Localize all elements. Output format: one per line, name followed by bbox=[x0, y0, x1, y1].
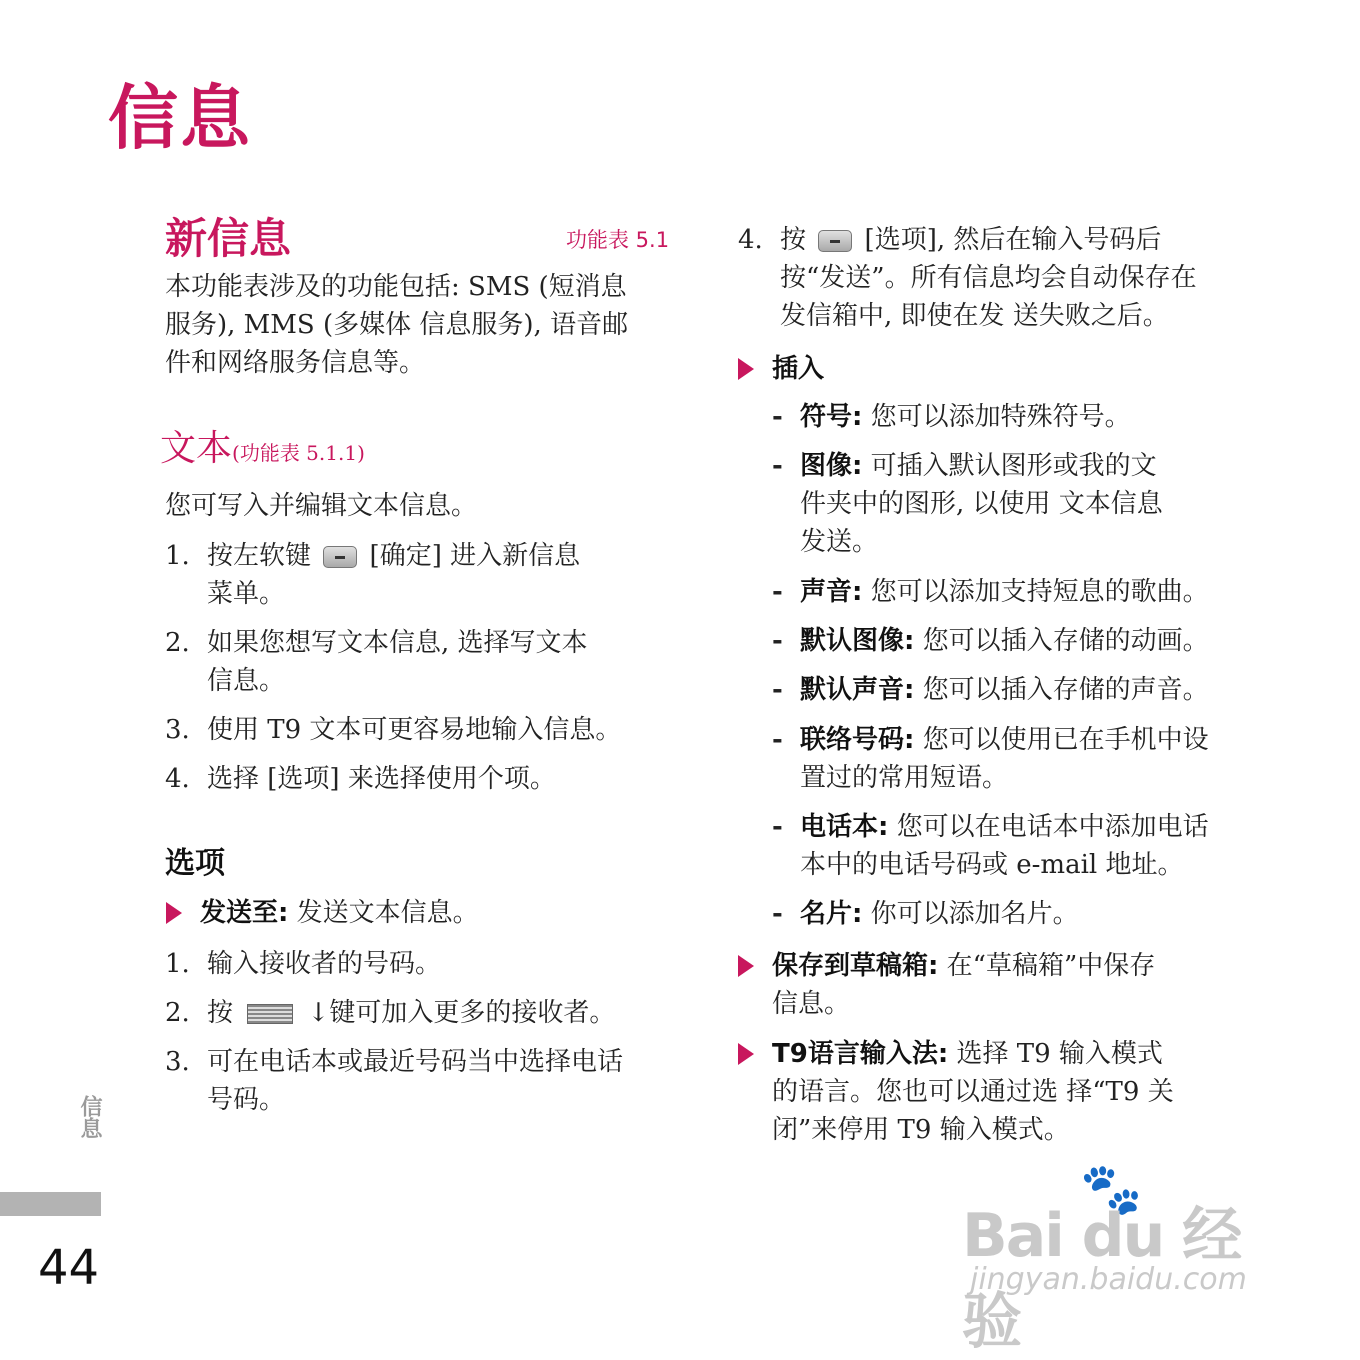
save-draft-text: 在“草稿箱”中保存 bbox=[946, 951, 1156, 981]
item-label: 图像: bbox=[800, 451, 863, 481]
section-title: 新信息 bbox=[165, 214, 292, 263]
item-text: 本中的电话号码或 e-mail 地址。 bbox=[800, 850, 1184, 880]
step-number: 3. bbox=[165, 715, 190, 745]
step-number: 1. bbox=[165, 949, 190, 979]
step-number: 3. bbox=[165, 1047, 190, 1077]
item-text: 件夹中的图形, 以使用 文本信息 bbox=[800, 489, 1163, 519]
step-number: 4. bbox=[738, 225, 763, 255]
step-number: 1. bbox=[165, 541, 190, 571]
text-title: 文本 bbox=[160, 428, 233, 469]
bullet-triangle-icon bbox=[738, 358, 754, 380]
watermark-logo: Bai du 经验 bbox=[962, 1201, 1241, 1357]
dash-bullet: - bbox=[772, 812, 783, 842]
list-key-icon bbox=[247, 1004, 293, 1024]
step-text: 发信箱中, 即使在发 送失败之后。 bbox=[780, 301, 1169, 331]
page-number: 44 bbox=[38, 1240, 100, 1296]
item-label: 电话本: bbox=[800, 812, 889, 842]
step-text: 按“发送”。所有信息均会自动保存在 bbox=[780, 263, 1197, 293]
t9-language-item bbox=[772, 1035, 1252, 1149]
list-item bbox=[772, 447, 1252, 561]
bullet-triangle-icon bbox=[166, 902, 182, 924]
dash-bullet: - bbox=[772, 675, 783, 705]
insert-heading bbox=[772, 350, 824, 388]
save-draft-label: 保存到草稿箱: bbox=[772, 951, 939, 981]
baidu-watermark bbox=[962, 1160, 1292, 1357]
list-item bbox=[738, 221, 1258, 335]
item-text: 可插入默认图形或我的文 bbox=[870, 451, 1157, 481]
item-label: 默认声音: bbox=[800, 675, 915, 705]
item-text: 您可以添加支持短息的歌曲。 bbox=[870, 577, 1209, 607]
list-item bbox=[165, 1043, 685, 1119]
item-label: 默认图像: bbox=[800, 626, 915, 656]
step-text: 输入接收者的号码。 bbox=[207, 949, 442, 979]
step-number: 2. bbox=[165, 628, 190, 658]
side-chapter-label: 信息 bbox=[77, 1095, 102, 1139]
list-item bbox=[165, 624, 685, 700]
item-label: 符号: bbox=[800, 402, 863, 432]
options-title: 选项 bbox=[165, 846, 225, 881]
send-to-label: 发送至: bbox=[200, 898, 289, 928]
step-text: 菜单。 bbox=[207, 579, 286, 609]
text-desc: 您可写入并编辑文本信息。 bbox=[165, 491, 478, 521]
bullet-triangle-icon bbox=[738, 955, 754, 977]
dash-bullet: - bbox=[772, 626, 783, 656]
t9-language-text: 闭”来停用 T9 输入模式。 bbox=[772, 1115, 1070, 1145]
dash-bullet: - bbox=[772, 899, 783, 929]
item-label: 联络号码: bbox=[800, 725, 915, 755]
step-text: 信息。 bbox=[207, 666, 286, 696]
step-text: [选项], 然后在输入号码后 bbox=[864, 225, 1162, 255]
t9-language-text: 选择 T9 输入模式 bbox=[956, 1039, 1163, 1069]
item-text: 您可以在电话本中添加电话 bbox=[896, 812, 1209, 842]
item-text: 置过的常用短语。 bbox=[800, 763, 1009, 793]
options-softkey-icon bbox=[818, 230, 852, 252]
step-text: 选择 [选项] 来选择使用个项。 bbox=[207, 764, 556, 794]
item-text: 发送。 bbox=[800, 527, 879, 557]
save-draft-item bbox=[772, 947, 1252, 1023]
bullet-triangle-icon bbox=[738, 1043, 754, 1065]
list-item bbox=[772, 573, 1252, 611]
step-text: 按 bbox=[780, 225, 807, 255]
list-item bbox=[772, 721, 1252, 797]
intro-line: 件和网络服务信息等。 bbox=[165, 348, 426, 378]
list-item bbox=[165, 945, 685, 983]
watermark-url: jingyan.baidu.com bbox=[970, 1262, 1247, 1297]
step-text: 可在电话本或最近号码当中选择电话 bbox=[207, 1047, 624, 1077]
list-item bbox=[772, 895, 1252, 933]
send-to-text: 发送文本信息。 bbox=[296, 898, 479, 928]
step-text: 号码。 bbox=[207, 1085, 286, 1115]
dash-bullet: - bbox=[772, 725, 783, 755]
insert-label: 插入 bbox=[772, 354, 825, 384]
step-text: 按 bbox=[207, 998, 234, 1028]
step-text: ↓键可加入更多的接收者。 bbox=[307, 998, 616, 1028]
step-text: [确定] 进入新信息 bbox=[369, 541, 581, 571]
list-item bbox=[772, 808, 1252, 884]
item-label: 名片: bbox=[800, 899, 863, 929]
save-draft-text: 信息。 bbox=[772, 989, 851, 1019]
item-text: 您可以插入存储的动画。 bbox=[922, 626, 1209, 656]
list-item bbox=[165, 994, 685, 1032]
step-number: 2. bbox=[165, 998, 190, 1028]
list-item bbox=[772, 622, 1252, 660]
dash-bullet: - bbox=[772, 451, 783, 481]
list-item bbox=[165, 711, 685, 749]
step-text: 如果您想写文本信息, 选择写文本 bbox=[207, 628, 588, 658]
list-item bbox=[165, 760, 685, 798]
t9-language-text: 的语言。您也可以通过选 择“T9 关 bbox=[772, 1077, 1174, 1107]
paw-icon: 🐾 bbox=[1080, 1160, 1143, 1218]
chapter-title: 信息 bbox=[108, 77, 252, 159]
dash-bullet: - bbox=[772, 402, 783, 432]
item-label: 声音: bbox=[800, 577, 863, 607]
dash-bullet: - bbox=[772, 577, 783, 607]
list-item bbox=[772, 398, 1252, 436]
page-tab-bar bbox=[0, 1192, 101, 1216]
step-number: 4. bbox=[165, 764, 190, 794]
step-text: 使用 T9 文本可更容易地输入信息。 bbox=[207, 715, 622, 745]
intro-line: 服务), MMS (多媒体 信息服务), 语音邮 bbox=[165, 310, 629, 340]
list-item bbox=[772, 671, 1252, 709]
t9-language-label: T9语言输入法: bbox=[772, 1039, 949, 1069]
send-to-item bbox=[200, 894, 479, 932]
text-menu-ref: (功能表 5.1.1) bbox=[232, 441, 365, 465]
item-text: 您可以使用已在手机中设 bbox=[922, 725, 1209, 755]
item-text: 您可以添加特殊符号。 bbox=[870, 402, 1131, 432]
step-text: 按左软键 bbox=[207, 541, 312, 571]
text-subsection-title bbox=[160, 420, 365, 471]
left-softkey-icon bbox=[323, 546, 357, 568]
intro-line: 本功能表涉及的功能包括: SMS (短消息 bbox=[165, 272, 627, 302]
list-item bbox=[165, 537, 685, 613]
item-text: 你可以添加名片。 bbox=[870, 899, 1079, 929]
item-text: 您可以插入存储的声音。 bbox=[922, 675, 1209, 705]
section-intro bbox=[165, 268, 628, 382]
section-menu-ref: 功能表 5.1 bbox=[566, 228, 670, 252]
